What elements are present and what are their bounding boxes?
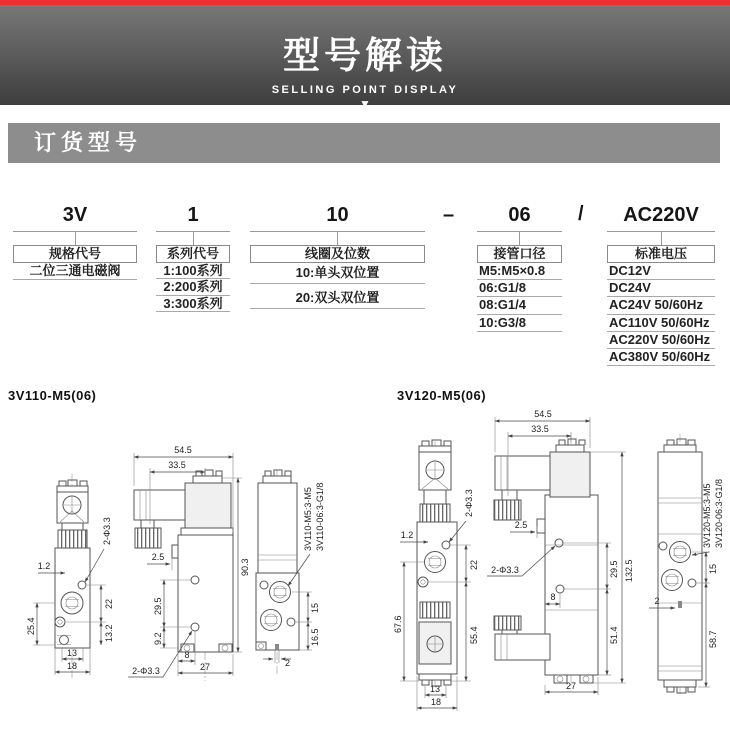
model-code: AC220V xyxy=(607,203,715,232)
column-header: 标准电压 xyxy=(607,245,715,263)
dim-label: 27 xyxy=(199,662,211,672)
list-item: 二位三通电磁阀 xyxy=(13,263,137,280)
dim-label: 15 xyxy=(708,563,718,574)
connector-tick xyxy=(661,232,662,245)
model-code: 10 xyxy=(250,203,425,232)
front-view-3v120 xyxy=(417,440,457,688)
separator-slash: / xyxy=(578,203,584,225)
model-code: 06 xyxy=(477,203,562,232)
dim-label: 51.4 xyxy=(609,626,619,644)
dim-label: 55.4 xyxy=(469,626,479,644)
dim-label: 8 xyxy=(550,592,556,602)
list-item: 10:单头双位置 xyxy=(250,263,425,284)
dim-label: 27 xyxy=(565,681,577,691)
dim-label: 54.5 xyxy=(174,445,192,455)
list-item: 08:G1/4 xyxy=(477,297,562,314)
dim-label: 13.2 xyxy=(104,624,114,642)
dim-label: 13 xyxy=(66,648,78,658)
connector-tick xyxy=(193,232,194,245)
list-item: DC24V xyxy=(607,280,715,297)
section-banner: 订货型号 xyxy=(8,123,720,163)
dim-label: 15 xyxy=(310,602,320,613)
list-item: AC380V 50/60Hz xyxy=(607,349,715,366)
list-item: M5:M5×0.8 xyxy=(477,263,562,280)
down-arrow-icon: ▼ xyxy=(359,97,371,111)
end-view-3v110 xyxy=(256,470,299,676)
port-label: 3V120-06:3-G1/8 xyxy=(714,478,724,548)
dim-label: 2.5 xyxy=(151,552,165,562)
dim-label: 2-Φ3.3 xyxy=(464,489,474,517)
column-header: 系列代号 xyxy=(156,245,230,263)
page-subtitle: SELLING POINT DISPLAY xyxy=(271,84,459,96)
list-item: AC110V 50/60Hz xyxy=(607,315,715,332)
dim-label: 9.2 xyxy=(153,632,163,645)
port-label: 3V110-M5:3-M5 xyxy=(303,487,313,551)
dim-label: 18 xyxy=(66,661,78,671)
model-column-port xyxy=(477,203,562,332)
model-column-series xyxy=(156,203,230,312)
dim-label: 1.2 xyxy=(400,530,414,540)
drawing-title-3v120: 3V120-M5(06) xyxy=(397,388,487,403)
model-column-coil xyxy=(250,203,425,309)
dim-label: 29.5 xyxy=(153,597,163,615)
column-header: 接管口径 xyxy=(477,245,562,263)
connector-tick xyxy=(519,232,520,245)
drawing-title-3v110: 3V110-M5(06) xyxy=(8,388,97,403)
connector-tick xyxy=(337,232,338,245)
list-item: 2:200系列 xyxy=(156,279,230,295)
dim-label: 13 xyxy=(429,684,441,694)
dim-label: 67.6 xyxy=(393,615,403,633)
port-label: 3V110-06:3-G1/8 xyxy=(315,482,325,551)
end-view-3v120 xyxy=(658,434,702,696)
dim-label: 25.4 xyxy=(26,617,36,635)
list-item: 10:G3/8 xyxy=(477,315,562,332)
model-column-voltage xyxy=(607,203,715,366)
dim-label: 33.5 xyxy=(531,424,549,434)
dim-label: 2-Φ3.3 xyxy=(102,517,112,545)
page-title: 型号解读 xyxy=(283,35,447,76)
dim-label: 2 xyxy=(285,658,291,668)
port-label: 3V120-M5:3-M5 xyxy=(702,483,712,548)
list-item: AC220V 50/60Hz xyxy=(607,332,715,349)
connector-tick xyxy=(75,232,76,245)
dim-label: 16.5 xyxy=(310,628,320,646)
model-column-spec xyxy=(13,203,137,280)
dim-label: 8 xyxy=(184,650,190,660)
page-header xyxy=(0,5,730,111)
list-item: 3:300系列 xyxy=(156,296,230,312)
dim-label: 90.3 xyxy=(240,558,250,576)
model-code: 3V xyxy=(13,203,137,232)
column-header: 规格代号 xyxy=(13,245,137,263)
dim-label: 2 xyxy=(654,596,660,606)
dim-label: 2.5 xyxy=(514,520,528,530)
drawing-3v110 xyxy=(0,386,365,731)
dim-label: 1.2 xyxy=(37,561,51,571)
list-item: 20:双头双位置 xyxy=(250,284,425,309)
list-item: AC24V 50/60Hz xyxy=(607,297,715,314)
dim-label: 18 xyxy=(430,697,442,707)
dim-label: 29.5 xyxy=(609,560,619,578)
dim-label: 33.5 xyxy=(168,460,186,470)
dim-label: 2-Φ3.3 xyxy=(491,565,519,575)
separator-dash: – xyxy=(443,204,455,226)
dim-label: 22 xyxy=(469,559,479,570)
drawing-3v120 xyxy=(365,386,730,731)
dim-label: 54.5 xyxy=(534,409,552,419)
dim-label: 2-Φ3.3 xyxy=(132,666,160,676)
list-item: DC12V xyxy=(607,263,715,280)
list-item: 1:100系列 xyxy=(156,263,230,279)
list-item: 06:G1/8 xyxy=(477,280,562,297)
model-code: 1 xyxy=(156,203,230,232)
dim-label: 58.7 xyxy=(708,630,718,648)
side-view-3v120 xyxy=(494,436,598,688)
dim-label: 132.5 xyxy=(624,559,634,582)
column-header: 线圈及位数 xyxy=(250,245,425,263)
dim-label: 22 xyxy=(104,598,114,609)
